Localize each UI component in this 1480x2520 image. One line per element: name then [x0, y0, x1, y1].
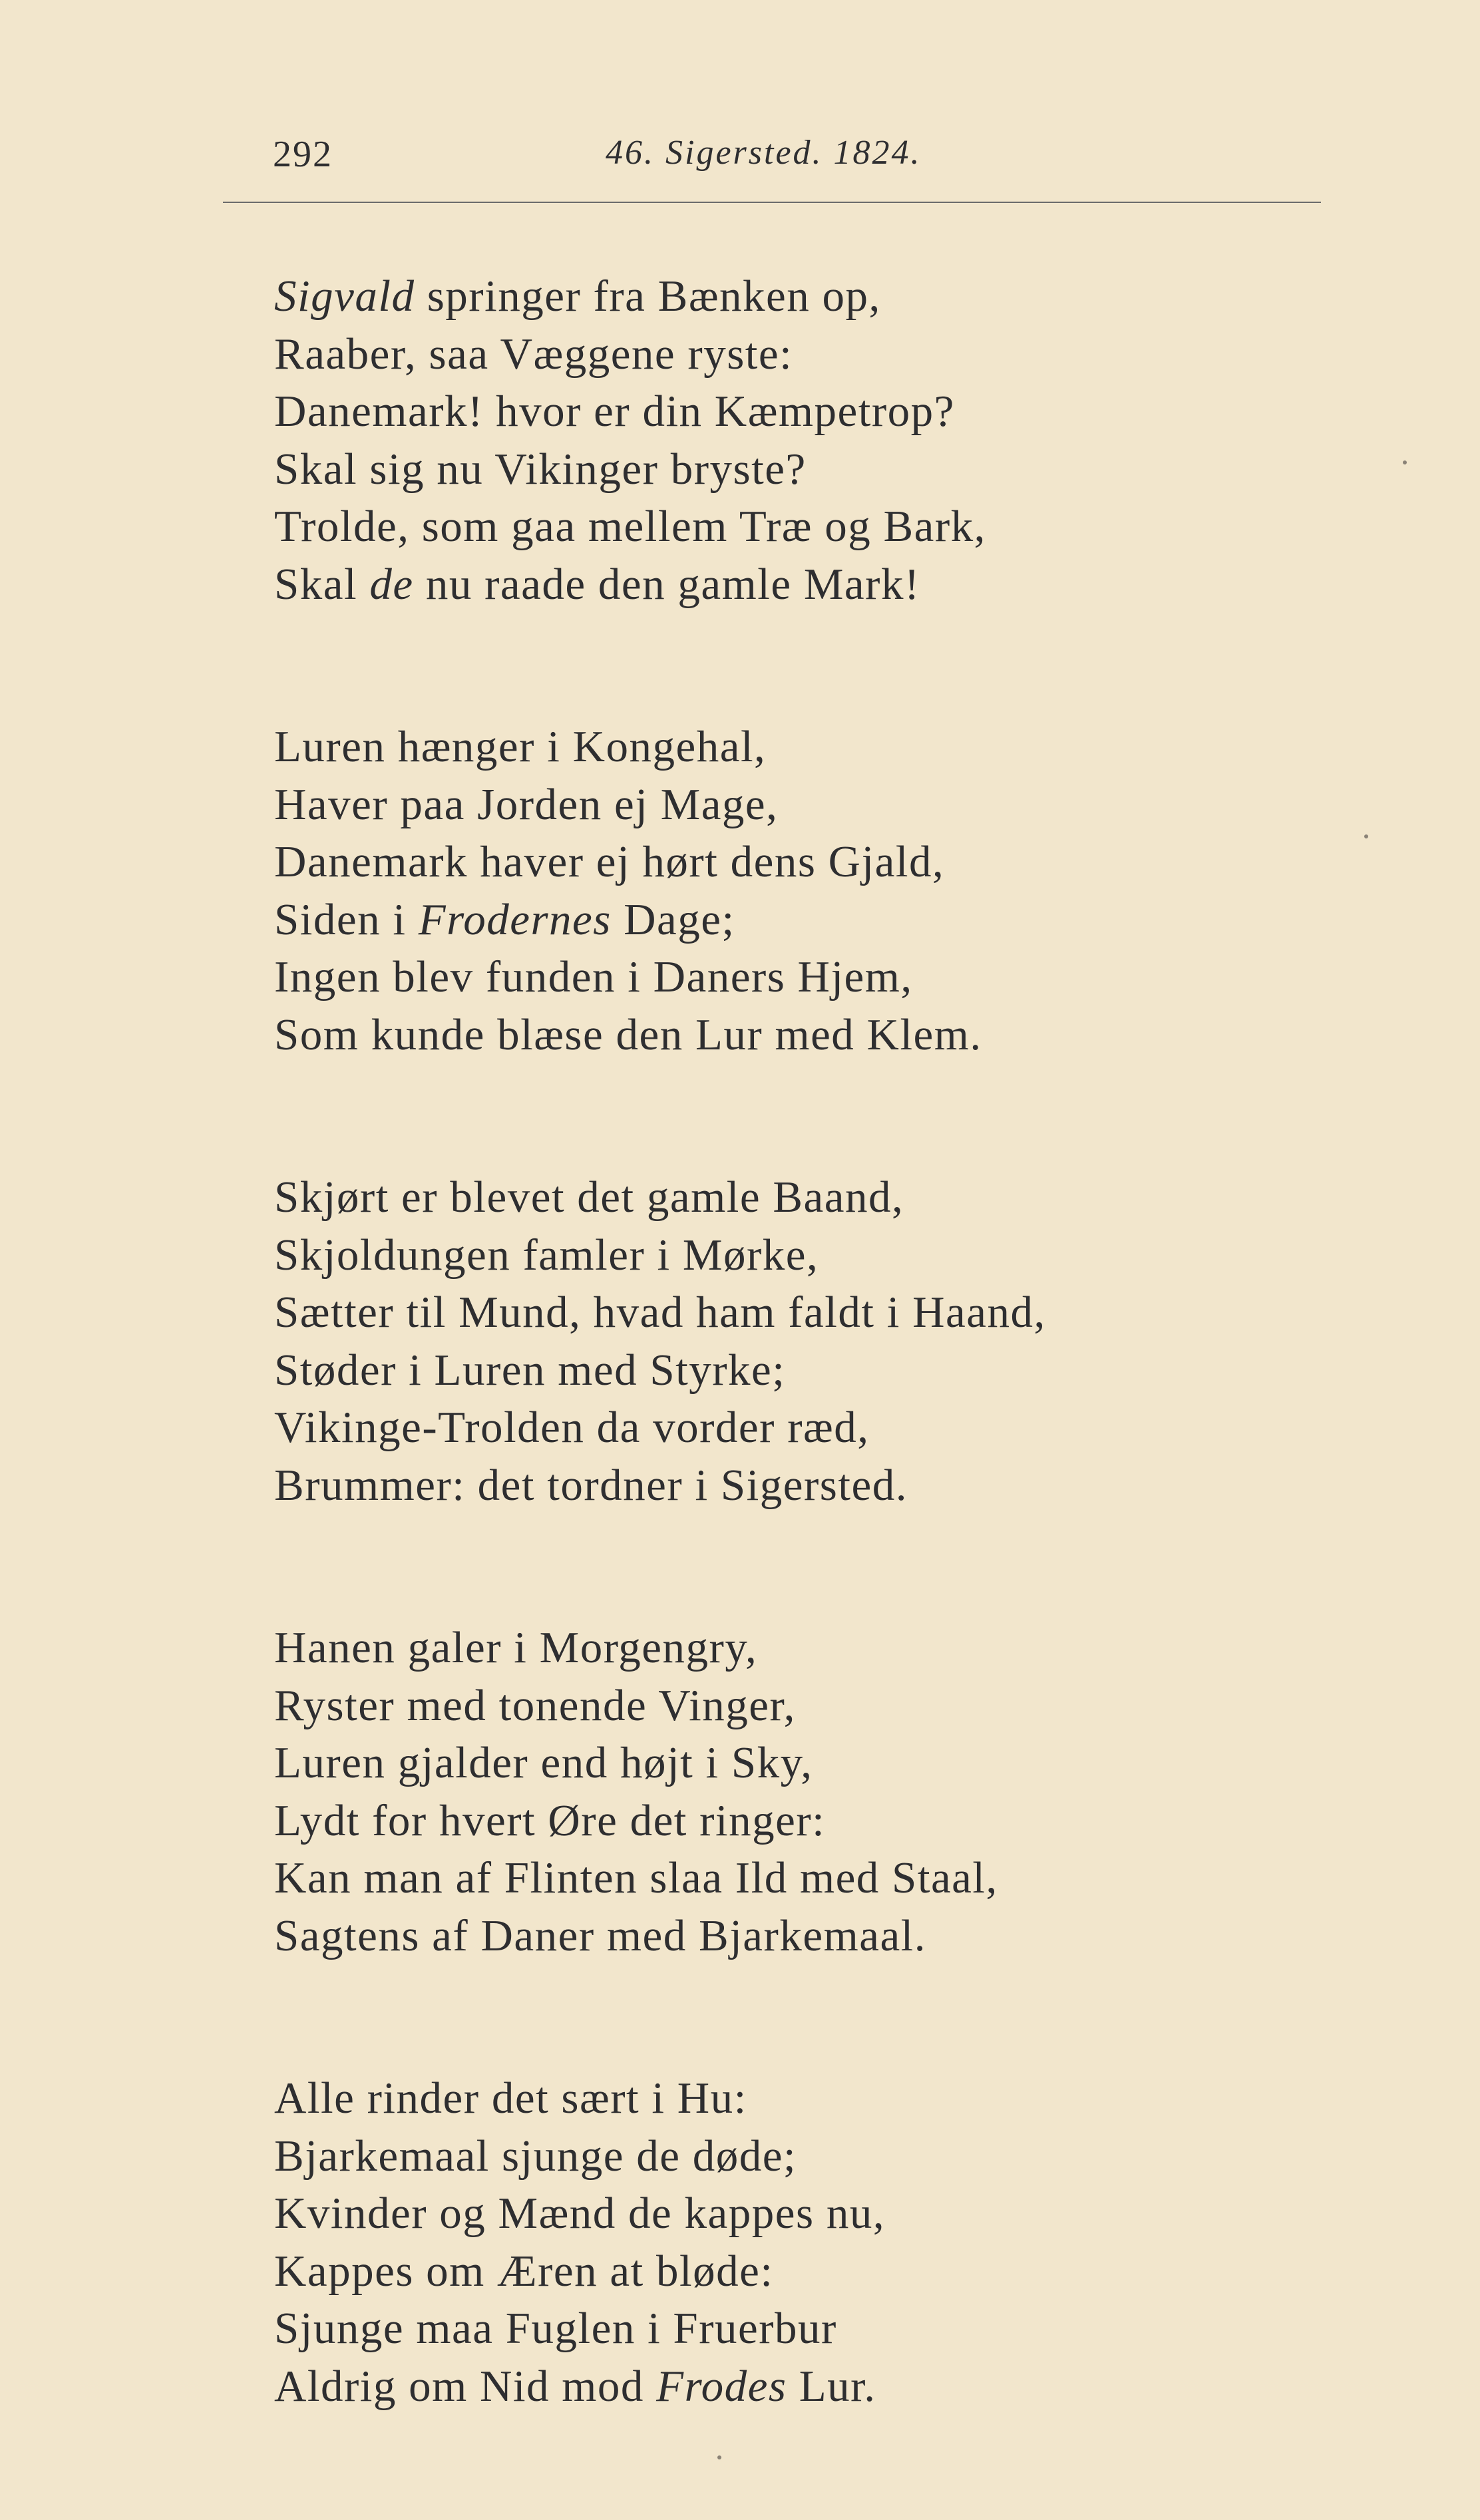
poem: [274, 268, 1339, 2520]
header-rule: [223, 202, 1321, 203]
line-text: Sætter til Mund, hvad ham faldt i Haand,: [274, 1288, 1046, 1337]
poem-line: [274, 948, 1339, 1006]
line-text: Kappes om Æren at bløde:: [274, 2246, 774, 2296]
line-text: Dage;: [611, 894, 735, 944]
poem-line: [274, 1907, 1339, 1965]
stanza: [274, 2070, 1339, 2415]
poem-line: [274, 2127, 1339, 2185]
poem-line: [274, 2070, 1339, 2127]
poem-line: [274, 1284, 1339, 1342]
poem-line: [274, 1677, 1339, 1735]
line-text: Hanen galer i Morgengry,: [274, 1623, 758, 1672]
italic-word: Sigvald: [274, 271, 415, 321]
poem-line: [274, 325, 1339, 383]
poem-line: [274, 2358, 1339, 2416]
line-text: Lur.: [787, 2361, 876, 2411]
line-text: Danemark! hvor er din Kæmpetrop?: [274, 387, 955, 436]
line-text: Vikinge-Trolden da vorder ræd,: [274, 1403, 870, 1452]
poem-line: [274, 776, 1339, 834]
page-number: 292: [273, 134, 333, 175]
running-title: 46. Sigersted. 1824.: [606, 134, 922, 172]
line-text: Raaber, saa Væggene ryste:: [274, 329, 793, 379]
line-text: Sjunge maa Fuglen i Fruerbur: [274, 2304, 837, 2353]
poem-line: [274, 833, 1339, 891]
poem-line: [274, 1226, 1339, 1284]
line-text: Lydt for hvert Øre det ringer:: [274, 1795, 826, 1845]
poem-line: [274, 1169, 1339, 1226]
line-text: Skjoldungen famler i Mørke,: [274, 1230, 819, 1280]
line-text: springer fra Bænken op,: [415, 271, 881, 321]
poem-line: [274, 556, 1339, 614]
line-text: Sagtens af Daner med Bjarkemaal.: [274, 1910, 927, 1960]
stanza: [274, 1169, 1339, 1514]
line-text: Skal: [274, 559, 370, 609]
line-text: Støder i Luren med Styrke;: [274, 1345, 786, 1395]
paper-speck: [717, 2455, 721, 2459]
paper-speck: [1364, 834, 1368, 838]
poem-line: [274, 2243, 1339, 2300]
line-text: Kvinder og Mænd de kappes nu,: [274, 2189, 886, 2238]
italic-word: de: [369, 559, 414, 609]
line-text: Skjørt er blevet det gamle Baand,: [274, 1172, 904, 1222]
poem-line: [274, 1399, 1339, 1457]
stanza: [274, 268, 1339, 613]
poem-line: [274, 268, 1339, 325]
italic-word: Frodes: [656, 2361, 787, 2411]
paper-speck: [1403, 460, 1407, 464]
poem-line: [274, 1849, 1339, 1907]
poem-line: [274, 2185, 1339, 2243]
line-text: Danemark haver ej hørt dens Gjald,: [274, 837, 945, 886]
line-text: Brummer: det tordner i Sigersted.: [274, 1460, 908, 1510]
page-header: [0, 133, 1480, 180]
poem-line: [274, 498, 1339, 556]
line-text: Luren hænger i Kongehal,: [274, 722, 767, 771]
line-text: Som kunde blæse den Lur med Klem.: [274, 1009, 982, 1059]
line-text: Trolde, som gaa mellem Træ og Bark,: [274, 502, 986, 551]
line-text: Siden i: [274, 894, 419, 944]
poem-line: [274, 1619, 1339, 1677]
line-text: Skal sig nu Vikinger bryste?: [274, 444, 807, 494]
italic-word: Frodernes: [418, 894, 612, 944]
poem-line: [274, 1006, 1339, 1064]
poem-line: [274, 891, 1339, 949]
line-text: Bjarkemaal sjunge de døde;: [274, 2131, 797, 2181]
line-text: nu raade den gamle Mark!: [413, 559, 920, 609]
poem-line: [274, 1342, 1339, 1399]
stanza: [274, 718, 1339, 1063]
line-text: Ingen blev funden i Daners Hjem,: [274, 952, 913, 1001]
poem-line: [274, 441, 1339, 498]
line-text: Aldrig om Nid mod: [274, 2361, 657, 2411]
line-text: Luren gjalder end højt i Sky,: [274, 1738, 813, 1787]
line-text: Alle rinder det sært i Hu:: [274, 2073, 747, 2123]
poem-line: [274, 718, 1339, 776]
stanza: [274, 1619, 1339, 1964]
poem-line: [274, 1792, 1339, 1850]
poem-line: [274, 2300, 1339, 2358]
line-text: Ryster med tonende Vinger,: [274, 1680, 796, 1730]
line-text: Kan man af Flinten slaa Ild med Staal,: [274, 1853, 998, 1902]
poem-line: [274, 1734, 1339, 1792]
line-text: Haver paa Jorden ej Mage,: [274, 779, 779, 829]
poem-line: [274, 383, 1339, 441]
poem-line: [274, 1457, 1339, 1515]
